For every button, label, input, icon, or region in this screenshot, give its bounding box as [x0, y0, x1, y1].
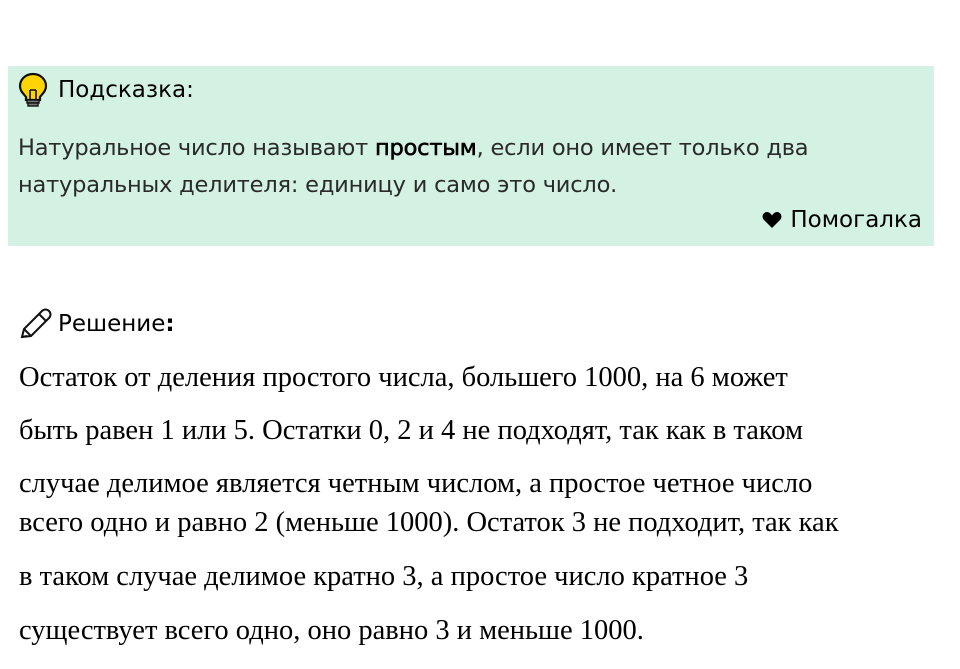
- hint-text-before: Натуральное число называют: [18, 135, 375, 161]
- solution-line: существует всего одно, оно равно 3 и меньше 1000.: [19, 615, 644, 646]
- hint-box: [8, 66, 934, 246]
- hint-text: [18, 130, 918, 204]
- solution-line: Остаток от деления простого числа, большего 1000, на 6 может: [19, 362, 788, 393]
- solution-header: [18, 304, 175, 344]
- lightbulb-icon: [18, 72, 48, 108]
- solution-line: случае делимое является четным числом, а простое четное число: [19, 468, 813, 499]
- hint-header: [18, 72, 194, 108]
- solution-line: всего одно и равно 2 (меньше 1000). Остаток 3 не подходит, так как: [19, 507, 839, 538]
- credit-label: Помогалка: [790, 207, 922, 233]
- solution-line: быть равен 1 или 5. Остатки 0, 2 и 4 не подходят, так как в таком: [19, 415, 804, 446]
- solution-title-colon: :: [165, 311, 175, 337]
- solution-title: [58, 311, 175, 337]
- pencil-icon: [18, 307, 52, 341]
- hint-text-after: , если оно имеет только два натуральных делителя: единицу и само это число.: [18, 135, 809, 198]
- heart-icon: [762, 211, 782, 229]
- solution-line: в таком случае делимое кратно 3, а простое число кратное 3: [19, 561, 749, 592]
- hint-text-bold: простым: [374, 135, 477, 161]
- hint-title: Подсказка:: [58, 77, 194, 103]
- credit: [762, 207, 922, 233]
- solution-title-text: Решение: [58, 311, 166, 337]
